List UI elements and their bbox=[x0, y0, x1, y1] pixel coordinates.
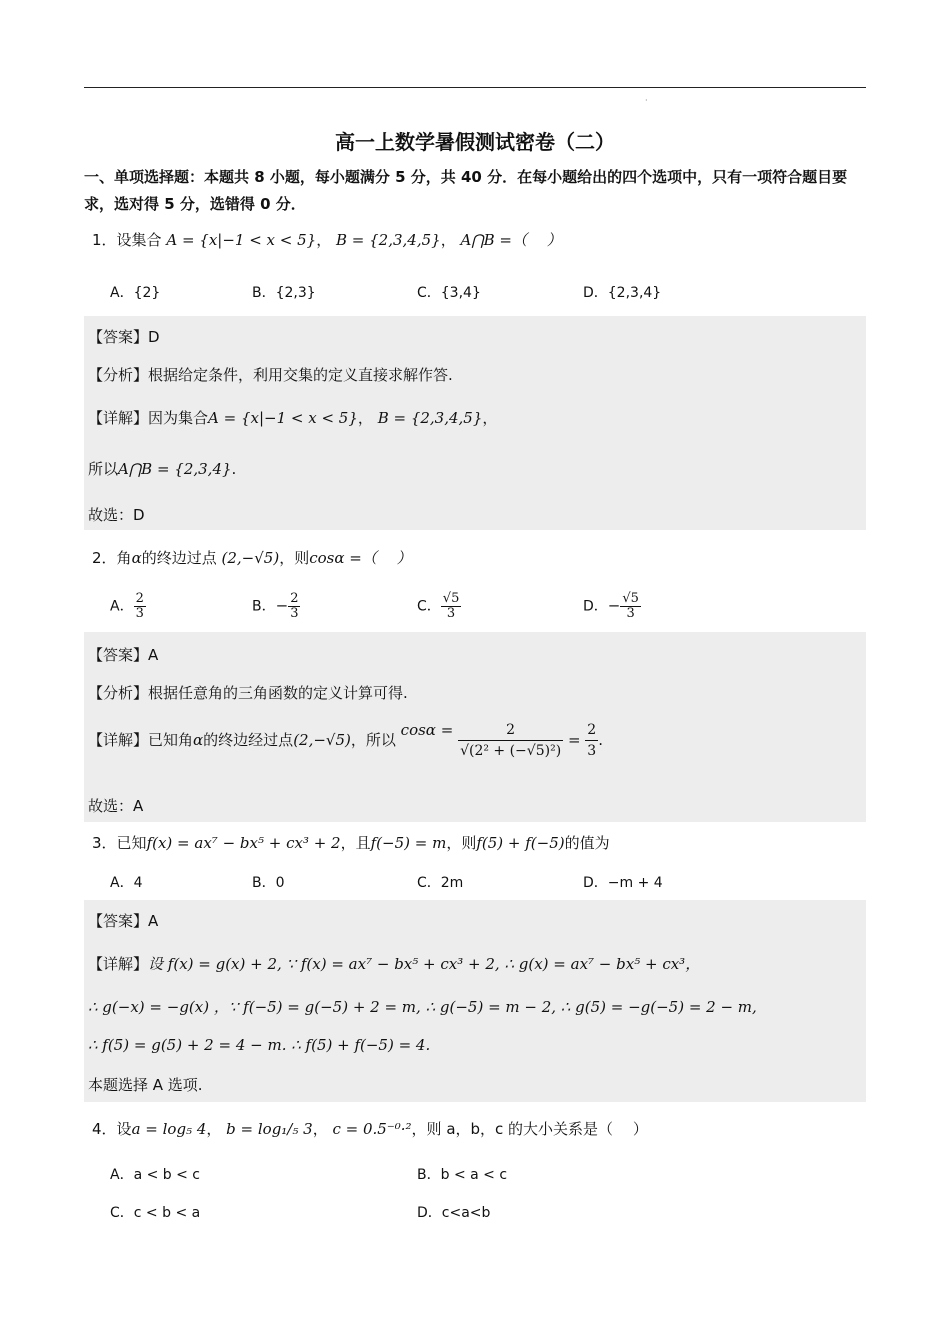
question-3-number: 3． bbox=[92, 834, 117, 852]
question-2-option-a: A． $\frac{2}{3}$ bbox=[110, 591, 144, 621]
question-2-option-c: C． $\frac{√5}{3}$ bbox=[417, 591, 460, 621]
question-1-option-b: B．{2,3} bbox=[252, 285, 316, 301]
detail-line-3d: 本题选择 A 选项. bbox=[88, 1076, 203, 1094]
analysis-1-text: 根据给定条件，利用交集的定义直接求解作答. bbox=[148, 366, 453, 384]
question-2-option-b: B．− $\frac{2}{3}$ bbox=[252, 591, 299, 621]
choose-1-value: D bbox=[133, 506, 145, 524]
answer-panel-3 bbox=[84, 900, 866, 1102]
question-1-set-b: B = {2,3,4,5} bbox=[336, 231, 441, 249]
question-2-option-d: D．− $\frac{√5}{3}$ bbox=[583, 591, 639, 621]
choose-line-2: 故选：A bbox=[88, 797, 144, 815]
answer-line-2: 【答案】A bbox=[88, 646, 159, 664]
question-3-stem: 3．已知f(x) = ax⁷ − bx⁵ + cx³ + 2，且f(−5) = m，则f(5) + f(−5)的值为 bbox=[92, 834, 610, 852]
question-1-option-d: D．{2,3,4} bbox=[583, 285, 662, 301]
question-2-stem: 2．角α的终边过点 (2,−√5)，则cosα =（ ） bbox=[92, 549, 412, 567]
answer-panel-2 bbox=[84, 632, 866, 822]
question-1-ask: A⋂B =（ ） bbox=[460, 231, 562, 249]
question-4-option-c: C．c < b < a bbox=[110, 1205, 201, 1221]
question-3-option-d: D．−m + 4 bbox=[583, 875, 663, 891]
question-4-option-b: B．b < a < c bbox=[417, 1167, 508, 1183]
header-dot: · bbox=[645, 96, 648, 105]
choose-line-1: 故选：D bbox=[88, 506, 145, 524]
analysis-line-1: 【分析】根据给定条件，利用交集的定义直接求解作答. bbox=[88, 366, 453, 384]
question-3-option-c: C．2m bbox=[417, 875, 464, 891]
answer-panel-1 bbox=[84, 316, 866, 530]
answer-1-value: D bbox=[148, 328, 160, 346]
detail-line-2: 【详解】已知角α的终边经过点(2,−√5)，所以 cosα = $\frac{2}{\text{√(2² + (−√5)²)}}$ = $\frac{2}{3}$ . bbox=[88, 721, 603, 759]
question-4-number: 4． bbox=[92, 1120, 117, 1138]
detail-line-3b: ∴ g(−x) = −g(x) ，∵ f(−5) = g(−5) + 2 = m, ∴ g(−5) = m − 2, ∴ g(5) = −g(−5) = 2 − m, bbox=[88, 998, 757, 1016]
question-1-text: 设集合 bbox=[116, 231, 162, 249]
analysis-line-2: 【分析】根据任意角的三角函数的定义计算可得. bbox=[88, 684, 408, 702]
question-4-option-d: D．c<a<b bbox=[417, 1205, 491, 1221]
question-3-option-a: A．4 bbox=[110, 875, 143, 891]
detail-1-set-b: B = {2,3,4,5} bbox=[377, 409, 483, 427]
question-1-option-c: C．{3,4} bbox=[417, 285, 481, 301]
answer-line-1: 【答案】D bbox=[88, 328, 160, 346]
question-2-point: (2,−√5) bbox=[221, 549, 280, 567]
section-heading: 一、单项选择题：本题共 8 小题，每小题满分 5 分，共 40 分．在每小题给出的四个选项中，只有一项符合题目要求，选对得 5 分，选错得 0 分． bbox=[84, 168, 848, 213]
question-2-number: 2． bbox=[92, 549, 117, 567]
page-title: 高一上数学暑假测试密卷（二） bbox=[335, 130, 615, 154]
detail-line-3: 【详解】设 f(x) = g(x) + 2, ∵ f(x) = ax⁷ − bx⁵ + cx³ + 2, ∴ g(x) = ax⁷ − bx⁵ + cx³， bbox=[88, 955, 701, 973]
question-1-number: 1． bbox=[92, 231, 117, 249]
detail-1-set-a: A = {x|−1 < x < 5} bbox=[208, 409, 358, 427]
answer-2-value: A bbox=[148, 646, 159, 664]
question-4-stem: 4．设a = log₅ 4， b = log₁/₅ 3， c = 0.5⁻⁰·²，则 a，b，c 的大小关系是（ ） bbox=[92, 1120, 648, 1138]
header-rule bbox=[84, 87, 866, 88]
question-1-set-a: A = {x|−1 < x < 5} bbox=[166, 231, 317, 249]
question-1-stem: 1．设集合 A = {x|−1 < x < 5}， B = {2,3,4,5}， A⋂B =（ ） bbox=[92, 231, 562, 249]
question-1-option-a: A．{2} bbox=[110, 285, 161, 301]
question-2-ask: cosα =（ ） bbox=[309, 549, 412, 567]
detail-line-1: 【详解】因为集合A = {x|−1 < x < 5}， B = {2,3,4,5}， bbox=[88, 409, 498, 427]
answer-line-3: 【答案】A bbox=[88, 912, 159, 930]
detail-1-result: 所以A⋂B = {2,3,4}. bbox=[88, 460, 237, 478]
question-4-option-a: A．a < b < c bbox=[110, 1167, 201, 1183]
detail-line-3c: ∴ f(5) = g(5) + 2 = 4 − m. ∴ f(5) + f(−5) = 4. bbox=[88, 1036, 431, 1054]
question-3-option-b: B．0 bbox=[252, 875, 285, 891]
question-3-function: f(x) = ax⁷ − bx⁵ + cx³ + 2 bbox=[146, 834, 341, 852]
